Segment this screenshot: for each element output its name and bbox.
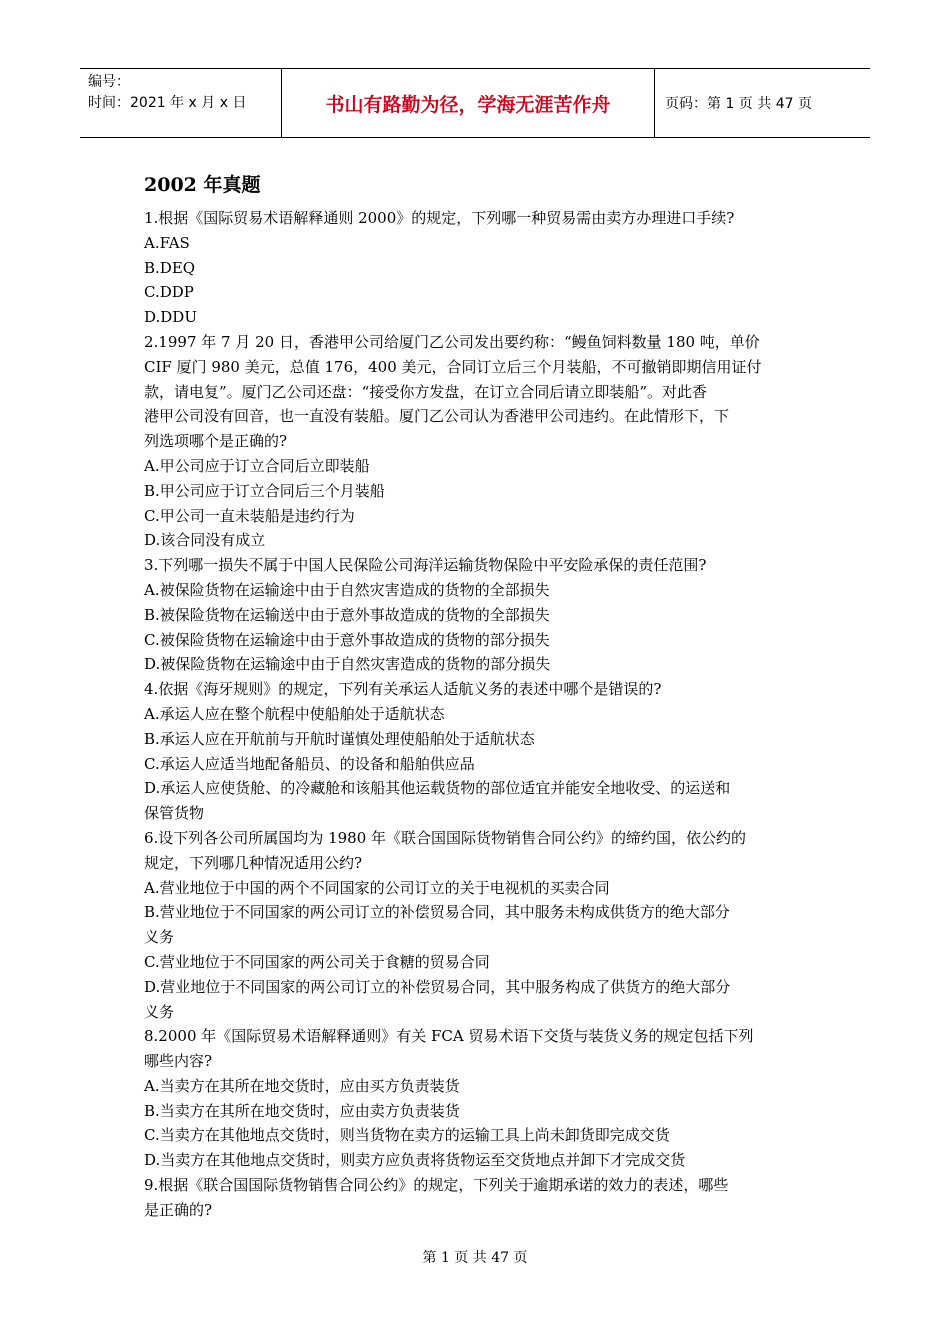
text-line: C.当卖方在其他地点交货时，则当货物在卖方的运输工具上尚未卸货即完成交货 xyxy=(144,1126,670,1145)
header-page-info: 页码：第 1 页 共 47 页 xyxy=(665,96,812,112)
text-line: A.承运人应在整个航程中使船舶处于适航状态 xyxy=(144,704,445,723)
page-header xyxy=(80,68,870,138)
text-line: 6.设下列各公司所属国均为 1980 年《联合国国际货物销售合同公约》的缔约国，依公约的 xyxy=(144,828,747,847)
page-footer: 第 1 页 共 47 页 xyxy=(422,1250,528,1266)
text-line: A.当卖方在其所在地交货时，应由买方负责装货 xyxy=(144,1076,460,1095)
text-line: A.营业地位于中国的两个不同国家的公司订立的关于电视机的买卖合同 xyxy=(144,878,610,897)
header-meta xyxy=(80,69,282,137)
text-line: B.DEQ xyxy=(144,258,196,277)
text-line: B.承运人应在开航前与开航时谨慎处理使船舶处于适航状态 xyxy=(144,729,535,748)
document-date-label: 时间：2021 年 x 月 x 日 xyxy=(88,95,247,111)
text-line: 是正确的? xyxy=(144,1200,213,1219)
text-line: 9.根据《联合国国际货物销售合同公约》的规定，下列关于逾期承诺的效力的表述，哪些 xyxy=(144,1176,729,1195)
text-line: C.承运人应适当地配备船员、的设备和船舶供应品 xyxy=(144,754,475,773)
text-line: 8.2000 年《国际贸易术语解释通则》有关 FCA 贸易术语下交货与装货义务的规定包括下列 xyxy=(144,1027,754,1046)
text-line: B.当卖方在其所在地交货时，应由卖方负责装货 xyxy=(144,1101,460,1120)
text-line: 规定，下列哪几种情况适用公约? xyxy=(144,853,363,872)
text-line: 义务 xyxy=(144,1002,175,1021)
text-line: C.被保险货物在运输途中由于意外事故造成的货物的部分损失 xyxy=(144,630,550,649)
text-line: D.营业地位于不同国家的两公司订立的补偿贸易合同，其中服务构成了供货方的绝大部分 xyxy=(144,977,731,996)
text-line: CIF 厦门 980 美元，总值 176，400 美元，合同订立后三个月装船，不可撤销即期信用证付 xyxy=(144,357,762,376)
text-line: D.DDU xyxy=(144,308,197,327)
text-line: D.被保险货物在运输途中由于自然灾害造成的货物的部分损失 xyxy=(144,655,551,674)
header-motto: 书山有路勤为径，学海无涯苦作舟 xyxy=(282,69,655,137)
text-line: 1.根据《国际贸易术语解释通则 2000》的规定，下列哪一种贸易需由卖方办理进口手续? xyxy=(144,209,735,227)
text-line: B.被保险货物在运输送中由于意外事故造成的货物的全部损失 xyxy=(144,605,550,624)
text-line: C.DDP xyxy=(144,283,194,302)
text-line: 3.下列哪一损失不属于中国人民保险公司海洋运输货物保险中平安险承保的责任范围? xyxy=(144,556,707,575)
text-line: B.营业地位于不同国家的两公司订立的补偿贸易合同，其中服务未构成供货方的绝大部分 xyxy=(144,903,730,922)
text-line: B.甲公司应于订立合同后三个月装船 xyxy=(144,481,385,500)
text-line: 义务 xyxy=(144,928,175,947)
text-line: D.该合同没有成立 xyxy=(144,531,266,550)
text-line: D.承运人应使货舱、的冷藏舱和该船其他运载货物的部位适宜并能安全地收受、的运送和 xyxy=(144,779,731,798)
text-line: 款，请电复”。厦门乙公司还盘：“接受你方发盘，在订立合同后请立即装船”。对此香 xyxy=(144,382,708,401)
text-line: D.当卖方在其他地点交货时，则卖方应负责将货物运至交货地点并卸下才完成交货 xyxy=(144,1151,686,1170)
text-line: C.营业地位于不同国家的两公司关于食糖的贸易合同 xyxy=(144,952,490,971)
text-line: 2.1997 年 7 月 20 日，香港甲公司给厦门乙公司发出要约称：“鳗鱼饲料数量 180 吨，单价 xyxy=(144,332,760,351)
text-line: A.被保险货物在运输途中由于自然灾害造成的货物的全部损失 xyxy=(144,580,550,599)
text-line: 保管货物 xyxy=(144,804,205,823)
text-line: 港甲公司没有回音，也一直没有装船。厦门乙公司认为香港甲公司违约。在此情形下，下 xyxy=(144,407,730,426)
text-line: A.FAS xyxy=(144,233,190,252)
text-line: C.甲公司一直未装船是违约行为 xyxy=(144,506,355,525)
text-line: 列选项哪个是正确的? xyxy=(144,432,288,451)
document-number-label: 编号： xyxy=(88,74,130,90)
question-list xyxy=(144,206,808,1223)
document-body xyxy=(144,172,808,1223)
text-line: A.甲公司应于订立合同后立即装船 xyxy=(144,456,370,475)
text-line: 哪些内容? xyxy=(144,1052,213,1071)
text-line: 4.依据《海牙规则》的规定，下列有关承运人适航义务的表述中哪个是错误的? xyxy=(144,680,662,699)
document-title: 2002 年真题 xyxy=(144,174,261,196)
